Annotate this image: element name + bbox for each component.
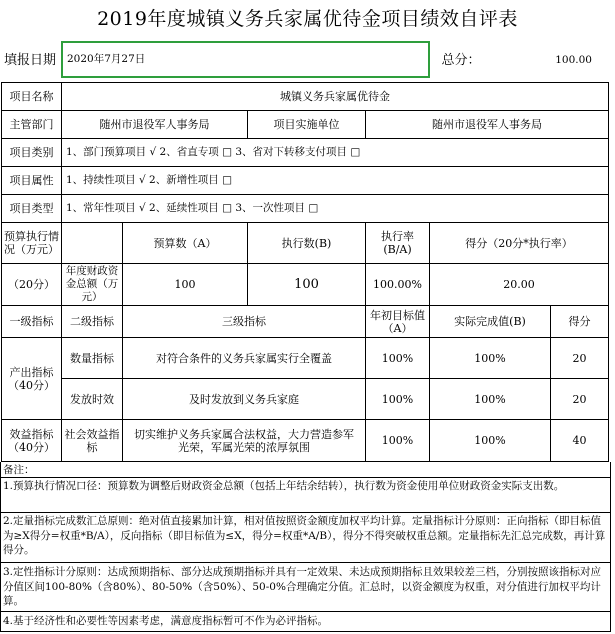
attribute-value: 1、持续性项目 √ 2、新增性项目 □ (61, 166, 609, 195)
ind-header-actual: 实际完成值(B) (429, 305, 551, 338)
output-row2-actual: 100% (429, 378, 551, 420)
benefit-l2: 社会效益指标 (61, 419, 123, 462)
output-row2-l2: 发放时效 (61, 378, 123, 420)
budget-value-rate: 100.00% (365, 263, 430, 306)
total-value: 100.00 (555, 53, 592, 66)
benefit-actual: 100% (429, 419, 551, 462)
ind-header-l3: 三级指标 (122, 305, 366, 338)
budget-label: 预算执行情况（万元） (1, 222, 62, 264)
ind-header-target: 年初目标值（A） (365, 305, 430, 338)
notes-heading: 备注： (3, 464, 35, 476)
project-name-label: 项目名称 (1, 82, 62, 111)
note-4: 4.基于经济性和必要性等因素考虑，满意度指标暂可不作为必评指标。 (3, 615, 329, 627)
budget-value-score: 20.00 (429, 263, 609, 306)
output-row1-l2: 数量指标 (61, 337, 123, 379)
dept-value: 随州市退役军人事务局 (61, 110, 248, 139)
benefit-score: 40 (550, 419, 609, 462)
fund-label: 年度财政资金总额（万元） (61, 263, 123, 306)
output-row2-target: 100% (365, 378, 430, 420)
type-label: 项目类型 (1, 194, 62, 223)
note-divider (0, 631, 611, 632)
dept-label: 主管部门 (1, 110, 62, 139)
type-value: 1、常年性项目 √ 2、延续性项目 □ 3、一次性项目 □ (61, 194, 609, 223)
note-divider (0, 512, 611, 513)
budget-value-b: 100 (247, 263, 366, 306)
note-3: 3.定性指标计分原则：达成预期指标、部分达成预期指标并具有一定效果、未达成预期指标且效果较差三档，分别按照该指标对应分值区间100-80%（含80%）、80-50%（含50%）、50-0%合理确定分值。汇总时，以资金额度为权重，对分值进行加权平均计算。 (3, 566, 602, 607)
ind-header-l1: 一级指标 (1, 305, 62, 338)
budget-blank-cell (61, 222, 123, 264)
output-row2-l3: 及时发放到义务兵家庭 (122, 378, 366, 420)
fill-date-input[interactable]: 2020年7月27日 (61, 41, 430, 78)
note-divider (0, 562, 611, 563)
benefit-l3: 切实维护义务兵家属合法权益，大力营造参军光荣，军属光荣的浓厚氛围 (122, 419, 366, 462)
budget-header-b: 执行数(B) (247, 222, 366, 264)
output-row1-actual: 100% (429, 337, 551, 379)
category-label: 项目类别 (1, 138, 62, 167)
attribute-label: 项目属性 (1, 166, 62, 195)
fill-date-label: 填报日期 (4, 52, 57, 68)
impl-value: 随州市退役军人事务局 (365, 110, 609, 139)
budget-value-a: 100 (122, 263, 248, 306)
page-title: 2019年度城镇义务兵家属优待金项目绩效自评表 (97, 7, 518, 30)
budget-header-a: 预算数（A） (122, 222, 248, 264)
budget-header-score: 得分（20分*执行率） (429, 222, 609, 264)
ind-header-score: 得分 (550, 305, 609, 338)
note-divider (0, 477, 611, 478)
note-1: 1.预算执行情况口径：预算数为调整后财政资金总额（包括上年结余结转），执行数为资金使用单位财政资金实际支出数。 (3, 480, 565, 492)
note-border-left (0, 462, 1, 632)
output-row1-score: 20 (550, 337, 609, 379)
note-border-right (610, 462, 611, 632)
output-row2-score: 20 (550, 378, 609, 420)
note-2: 2.定量指标完成数汇总原则：绝对值直接累加计算，相对值按照资金额度加权平均计算。定量指标计分原则：正向指标（即目标值为≥X得分=权重*B/A），反向指标（即目标值为≤X，得分=权重*A/B），得分不得突破权重总额。定量指标先汇总完成数，再计算得分。 (3, 515, 606, 556)
total-label: 总分： (441, 52, 481, 68)
output-row1-target: 100% (365, 337, 430, 379)
output-row1-l3: 对符合条件的义务兵家属实行全覆盖 (122, 337, 366, 379)
impl-label: 项目实施单位 (247, 110, 366, 139)
note-divider (0, 611, 611, 612)
ind-header-l2: 二级指标 (61, 305, 123, 338)
budget-header-rate: 执行率(B/A) (365, 222, 430, 264)
budget-score-label: （20分） (1, 263, 62, 306)
benefit-label: 效益指标（40分） (1, 419, 62, 462)
category-value: 1、部门预算项目 √ 2、省直专项 □ 3、省对下转移支付项目 □ (61, 138, 609, 167)
project-name-value: 城镇义务兵家属优待金 (61, 82, 609, 111)
benefit-target: 100% (365, 419, 430, 462)
output-label: 产出指标（40分） (1, 337, 62, 420)
